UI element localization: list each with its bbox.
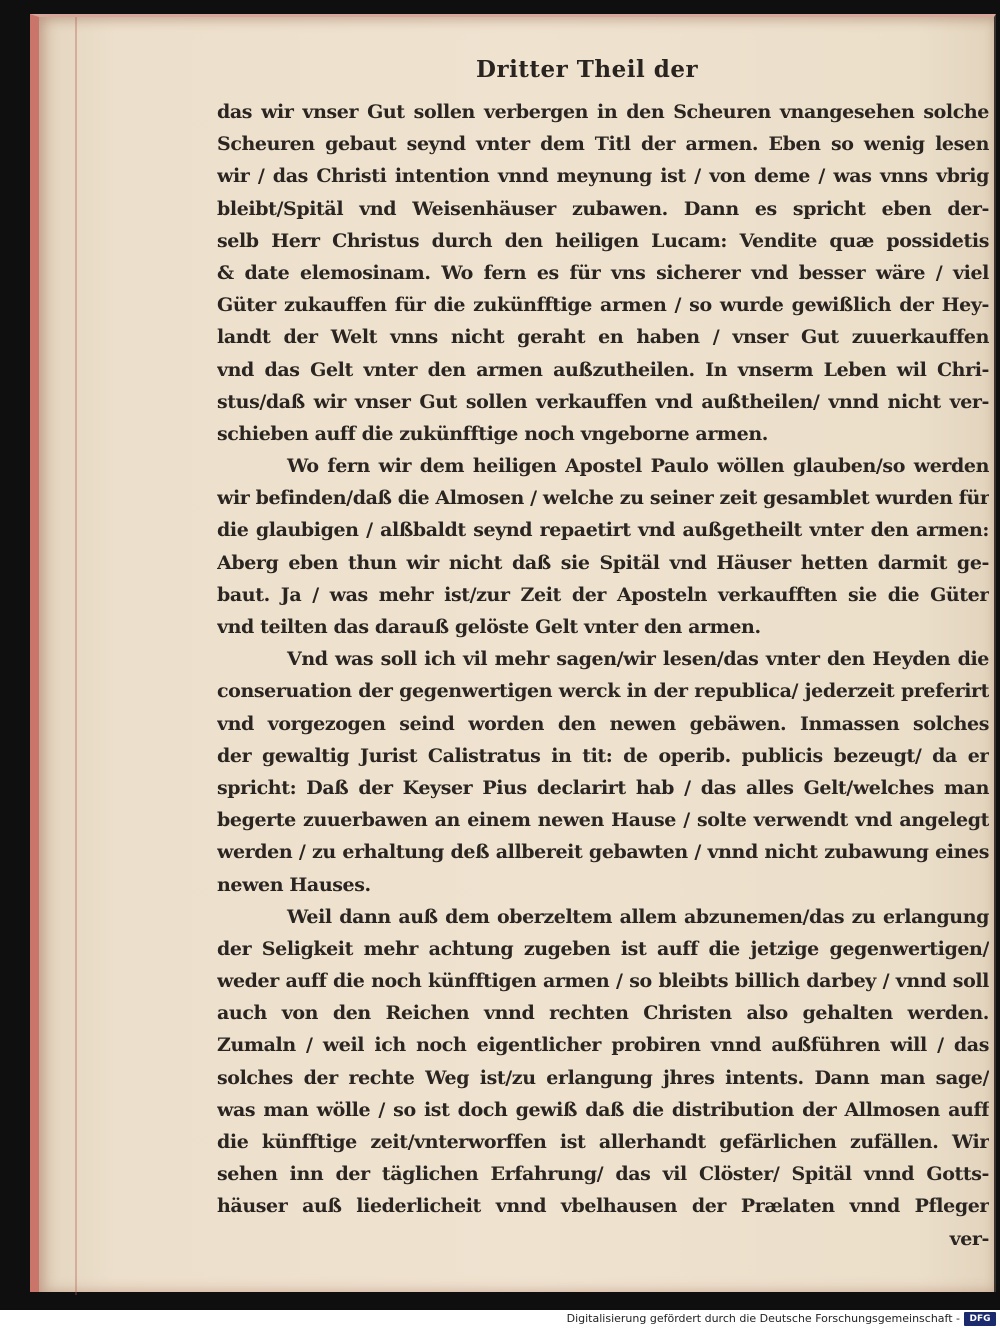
catchword: ver-	[949, 1227, 989, 1250]
funding-credit: Digitalisierung gefördert durch die Deutsche Forschungsgemeinschaft -	[566, 1312, 960, 1325]
page-edge-stain	[75, 17, 77, 1295]
text-line: weder auff die noch künfftigen armen / so bleibts billich darbey / vnnd soll	[217, 970, 989, 993]
text-line: Güter zukauffen für die zukünfftige armen / so wurde gewißlich der Hey-	[217, 294, 989, 317]
text-line: werden / zu erhaltung deß allbereit gebawten / vnnd nicht zubawung eines	[217, 841, 989, 864]
page-body-text	[217, 96, 989, 1255]
text-line: wir / das Christi intention vnnd meynung ist / von deme / was vnns vbrig	[217, 165, 989, 188]
text-line: bleibt/Spitäl vnd Weisenhäuser zubawen. Dann es spricht eben der-	[217, 197, 989, 220]
text-line: das wir vnser Gut sollen verbergen in den Scheuren vnangesehen solche	[217, 101, 989, 123]
text-line: stus/daß wir vnser Gut sollen verkauffen vnd außtheilen/ vnnd nicht ver-	[217, 390, 989, 413]
text-line: der Seligkeit mehr achtung zugeben ist auff die jetzige gegenwertigen/	[217, 937, 989, 960]
running-head: Dritter Theil der	[476, 56, 699, 83]
text-line: Zumaln / weil ich noch eigentlicher probiren vnnd außführen will / das	[217, 1034, 989, 1057]
text-line: wir befinden/daß die Almosen / welche zu seiner zeit gesamblet wurden für	[217, 487, 989, 510]
text-line: vnd das Gelt vnter den armen außzutheilen. In vnserm Leben wil Chri-	[217, 358, 989, 381]
paragraph-start-line: Vnd was soll ich vil mehr sagen/wir lesen/das vnter den Heyden die	[287, 648, 989, 671]
text-line: schieben auff die zukünfftige noch vngeborne armen.	[217, 422, 768, 445]
text-line: newen Hauses.	[217, 873, 371, 896]
text-line: auch von den Reichen vnnd rechten Christen also gehalten werden.	[217, 1002, 989, 1025]
text-line: Scheuren gebaut seynd vnter dem Titl der armen. Eben so wenig lesen	[217, 133, 989, 156]
text-line: solches der rechte Weg ist/zu erlangung jhres intents. Dann man sage/	[217, 1066, 989, 1089]
text-line: vnd vorgezogen seind worden den newen gebäwen. Inmassen solches	[217, 712, 989, 735]
text-line: was man wölle / so ist doch gewiß daß die distribution der Allmosen auff	[217, 1098, 989, 1121]
text-line: begerte zuuerbawen an einem newen Hause / solte verwendt vnd angelegt	[217, 809, 989, 832]
text-line: landt der Welt vnns nicht geraht en haben / vnser Gut zuuerkauffen	[217, 326, 989, 349]
text-line: conseruation der gegenwertigen werck in der republica/ jederzeit preferirt	[217, 680, 989, 703]
paragraph-start-line: Weil dann auß dem oberzeltem allem abzunemen/das zu erlangung	[287, 905, 989, 928]
text-line: häuser auß liederlicheit vnnd vbelhausen der Prælaten vnnd Pfleger	[217, 1195, 989, 1218]
text-line: & date elemosinam. Wo fern es für vns sicherer vnd besser wäre / viel	[217, 261, 989, 284]
text-line: Aberg eben thun wir nicht daß sie Spitäl vnd Häuser hetten darmit ge-	[217, 551, 989, 574]
paragraph-start-line: Wo fern wir dem heiligen Apostel Paulo wöllen glauben/so werden	[287, 455, 989, 478]
text-line: spricht: Daß der Keyser Pius declarirt hab / das alles Gelt/welches man	[217, 776, 989, 799]
text-line: vnd teilten das darauß gelöste Gelt vnter den armen.	[217, 616, 761, 638]
text-line: baut. Ja / was mehr ist/zur Zeit der Aposteln verkaufften sie die Güter	[217, 583, 989, 606]
dfg-logo-icon: DFG	[964, 1312, 996, 1326]
footer-bar	[0, 1310, 1000, 1329]
text-line: selb Herr Christus durch den heiligen Lucam: Vendite quæ possidetis	[217, 229, 989, 252]
text-line: der gewaltig Jurist Calistratus in tit: de operib. publicis bezeugt/ da er	[217, 744, 989, 767]
text-line: die glaubigen / alßbaldt seynd repaetirt vnd außgetheilt vnter den armen:	[217, 519, 989, 542]
text-line: die künfftige zeit/vnterworffen ist allerhandt gefärlichen zufällen. Wir	[217, 1131, 989, 1153]
text-line: sehen inn der täglichen Erfahrung/ das vil Clöster/ Spitäl vnnd Gotts-	[217, 1163, 989, 1186]
